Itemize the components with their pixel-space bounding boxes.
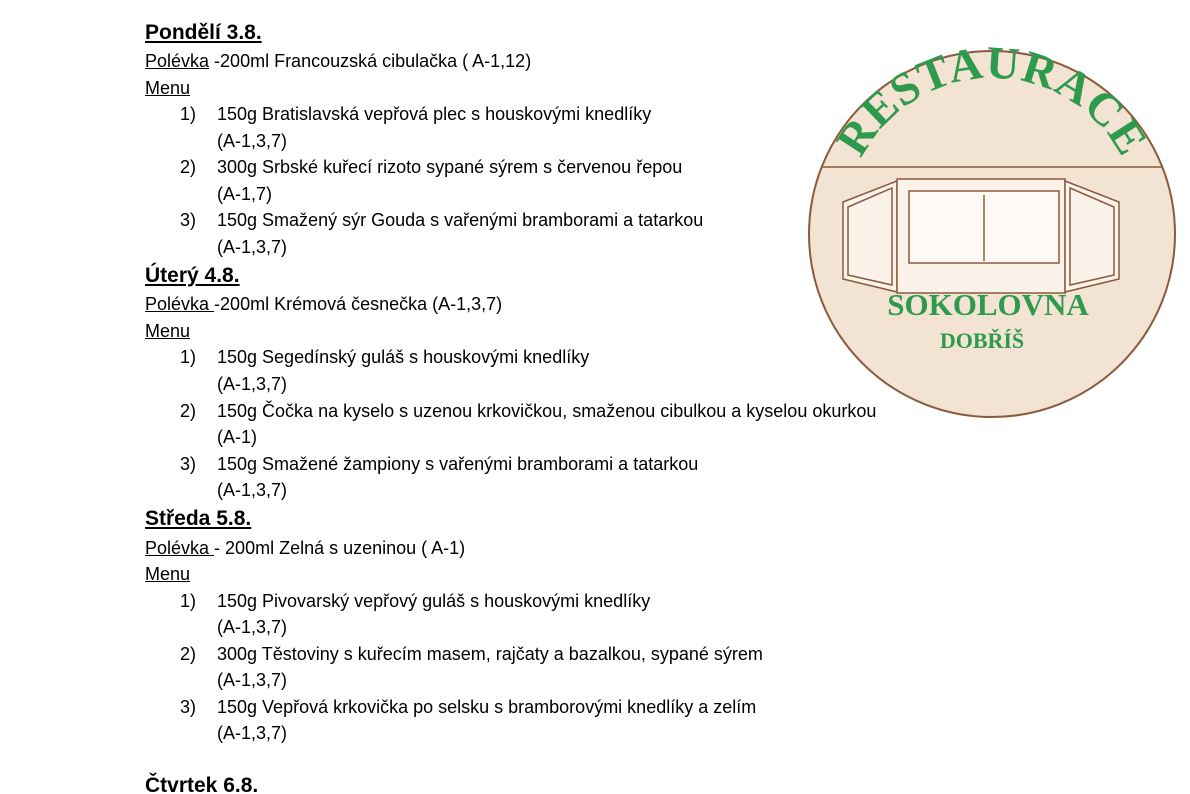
menu-item-text: 150g Pivovarský vepřový guláš s houskovými knedlíky <box>217 591 651 611</box>
menu-item-text: 150g Segedínský guláš s houskovými knedlíky <box>217 347 590 367</box>
menu-label-tuesday: Menu <box>145 321 191 341</box>
menu-label-monday: Menu <box>145 78 191 98</box>
logo-top-text: RESTAURACE <box>826 47 1158 164</box>
menu-item-text: 300g Těstoviny s kuřecím masem, rajčaty a bazalkou, sypané sýrem <box>217 644 763 664</box>
logo-name: SOKOLOVNA <box>887 287 1089 322</box>
logo-town: DOBŘÍŠ <box>939 328 1025 353</box>
restaurant-logo <box>799 47 1185 421</box>
day-title-thursday: Čtvrtek 6.8. <box>145 774 259 794</box>
menu-item-allergens: (A-1) <box>217 427 257 447</box>
menu-item-text: 300g Srbské kuřecí rizoto sypané sýrem s červenou řepou <box>217 157 683 177</box>
menu-item-number: 3) <box>180 210 197 230</box>
menu-item-allergens: (A-1,7) <box>217 184 273 204</box>
menu-item-allergens: (A-1,3,7) <box>217 670 288 690</box>
soup-text: - 200ml Zelná s uzeninou ( A-1) <box>214 538 466 558</box>
menu-item-text: 150g Smažený sýr Gouda s vařenými bramborami a tatarkou <box>217 210 704 230</box>
menu-item-number: 1) <box>180 347 197 367</box>
menu-item-text: 150g Vepřová krkovička po selsku s bramborovými knedlíky a zelím <box>217 697 757 717</box>
menu-item-allergens: (A-1,3,7) <box>217 723 288 743</box>
menu-item-allergens: (A-1,3,7) <box>217 374 288 394</box>
day-title-wednesday: Středa 5.8. <box>145 507 252 530</box>
menu-item-number: 2) <box>180 401 197 421</box>
menu-item-allergens: (A-1,3,7) <box>217 237 288 257</box>
menu-label-wednesday: Menu <box>145 564 191 584</box>
menu-item-number: 2) <box>180 644 197 664</box>
window-icon <box>843 179 1119 293</box>
menu-item-allergens: (A-1,3,7) <box>217 617 288 637</box>
soup-label: Polévka <box>145 294 215 314</box>
soup-label: Polévka <box>145 538 215 558</box>
menu-item-text: 150g Bratislavská vepřová plec s houskovými knedlíky <box>217 104 652 124</box>
soup-line-monday <box>145 50 531 72</box>
menu-item-allergens: (A-1,3,7) <box>217 480 288 500</box>
menu-item-number: 2) <box>180 157 197 177</box>
menu-item-number: 1) <box>180 104 197 124</box>
menu-item-text: 150g Smažené žampiony s vařenými bramborami a tatarkou <box>217 454 699 474</box>
day-title-tuesday: Úterý 4.8. <box>145 264 240 287</box>
soup-text: -200ml Francouzská cibulačka ( A-1,12) <box>209 51 532 71</box>
soup-label: Polévka <box>145 51 210 71</box>
menu-item-number: 3) <box>180 454 197 474</box>
menu-item-text: 150g Čočka na kyselo s uzenou krkovičkou, smaženou cibulkou a kyselou okurkou <box>217 401 877 421</box>
day-title-monday: Pondělí 3.8. <box>145 21 262 44</box>
menu-item-number: 1) <box>180 591 197 611</box>
menu-item-number: 3) <box>180 697 197 717</box>
soup-line-wednesday <box>145 537 465 559</box>
soup-text: -200ml Krémová česnečka (A-1,3,7) <box>214 294 503 314</box>
soup-line-tuesday <box>145 293 502 315</box>
menu-item-allergens: (A-1,3,7) <box>217 131 288 151</box>
